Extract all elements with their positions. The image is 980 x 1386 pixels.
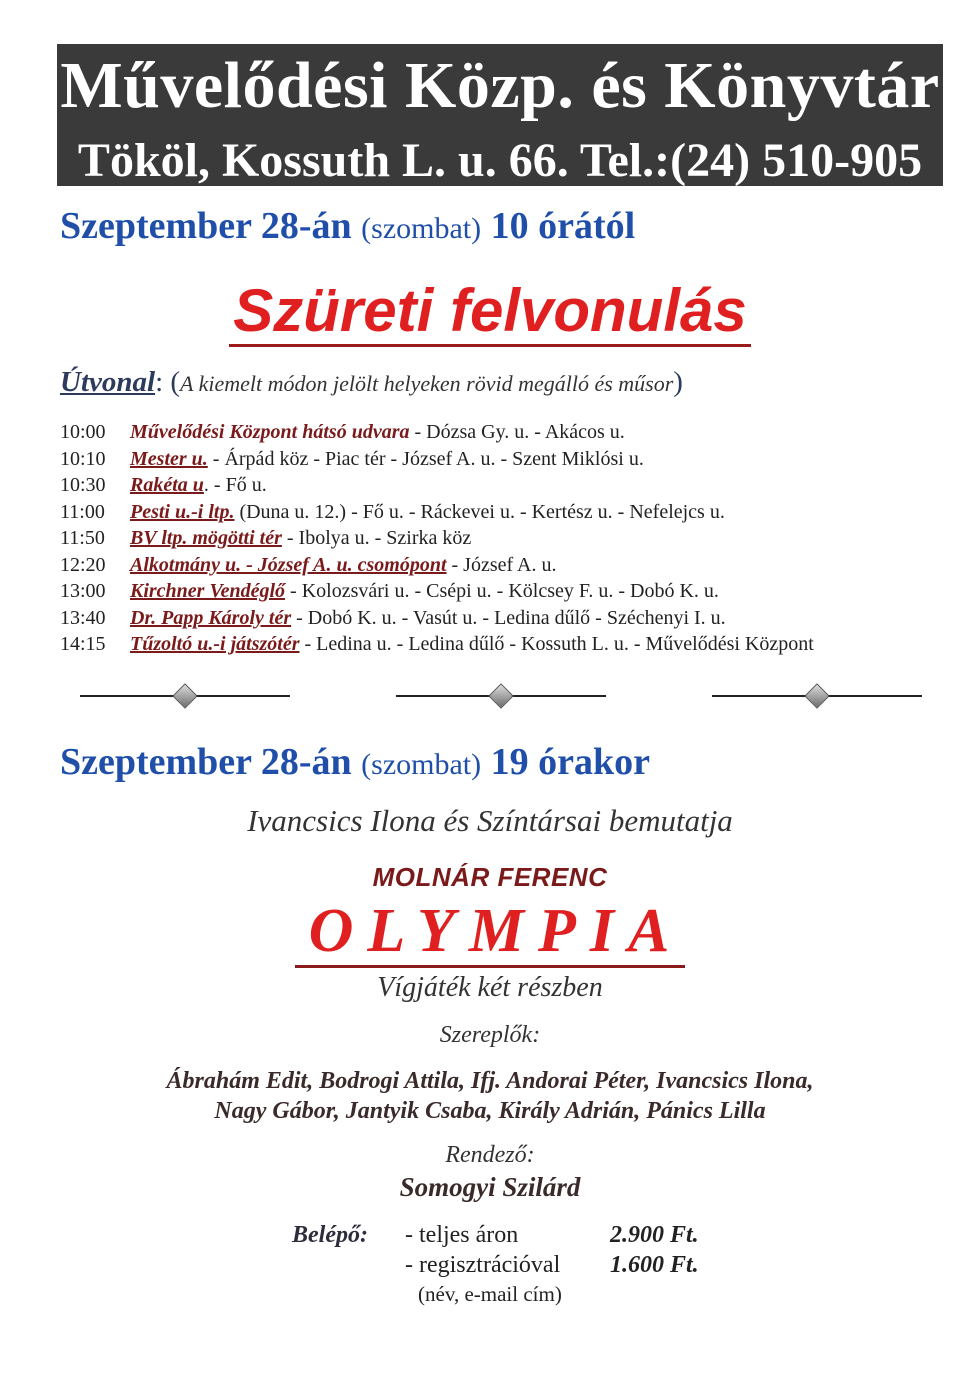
price-label: - teljes áron: [405, 1222, 519, 1248]
schedule-time: 14:15: [60, 633, 106, 655]
schedule-stop: Mester u.: [130, 447, 208, 470]
director-name: Somogyi Szilárd: [399, 1172, 581, 1202]
schedule-stop: Dr. Papp Károly tér: [130, 606, 292, 629]
schedule-row: [60, 578, 960, 605]
ornament-divider: [80, 684, 290, 708]
schedule-route: - Kolozsvári u. - Csépi u. - Kölcsey F. u. - Dobó K. u.: [285, 580, 719, 602]
route-colon: :: [155, 366, 164, 398]
event2-date-text: Szeptember 28-án: [60, 741, 352, 783]
header-banner: [57, 44, 943, 186]
schedule-row: [60, 525, 960, 552]
diamond-icon: [804, 683, 829, 708]
price-row: [405, 1222, 699, 1249]
play-title: [0, 896, 980, 967]
schedule-time: 11:00: [60, 500, 105, 523]
schedule-route: - Ledina u. - Ledina dűlő - Kossuth L. u. - Művelődési Központ: [299, 633, 814, 655]
schedule-stop: Alkotmány u. - József A. u. csomópont: [130, 553, 447, 576]
price-note: (név, e-mail cím): [418, 1282, 562, 1306]
presenter-line: Ivancsics Ilona és Színtársai bemutatja: [247, 803, 733, 838]
event1-date: [60, 204, 635, 248]
event1-title-text: Szüreti felvonulás: [229, 277, 750, 347]
event1-title: [0, 276, 980, 345]
schedule-row: [60, 499, 960, 526]
route-label: Útvonal: [60, 366, 156, 398]
play-subtitle: Vígjáték két részben: [377, 972, 603, 1003]
price-value: 2.900 Ft.: [610, 1222, 699, 1248]
cast-line: Ábrahám Edit, Bodrogi Attila, Ifj. Andorai Péter, Ivancsics Ilona,: [166, 1068, 814, 1094]
schedule-route: - Dobó K. u. - Vasút u. - Ledina dűlő - Széchenyi I. u.: [291, 606, 726, 629]
schedule-stop: Rakéta u: [130, 474, 204, 496]
schedule-time: 10:10: [60, 447, 106, 470]
price-row: [405, 1252, 699, 1279]
ornament-divider: [396, 684, 606, 708]
schedule-stop: Kirchner Vendéglő: [130, 580, 286, 602]
schedule-row: [60, 631, 960, 658]
schedule-time: 10:00: [60, 421, 106, 443]
entry-label: Belépő:: [292, 1222, 368, 1248]
diamond-icon: [172, 683, 197, 708]
schedule-stop: Pesti u.-i ltp.: [130, 500, 235, 523]
event2-day: (szombat): [361, 748, 482, 781]
route-schedule: [60, 419, 960, 658]
schedule-route: - Dózsa Gy. u. - Akácos u.: [409, 421, 625, 443]
route-heading: [60, 366, 683, 399]
price-label: - regisztrációval: [405, 1252, 561, 1278]
cast-line: Nagy Gábor, Jantyik Csaba, Király Adrián, Pánics Lilla: [214, 1098, 766, 1124]
schedule-row: [60, 605, 960, 632]
cast-list: [0, 1066, 980, 1126]
event1-day: (szombat): [361, 212, 482, 245]
schedule-stop: Művelődési Központ hátsó udvara: [130, 421, 410, 443]
schedule-stop: Tűzoltó u.-i játszótér: [130, 633, 300, 655]
schedule-row: [60, 446, 960, 473]
route-note-open: (: [170, 366, 181, 398]
schedule-time: 12:20: [60, 553, 106, 576]
schedule-time: 10:30: [60, 474, 106, 496]
price-value: 1.600 Ft.: [610, 1252, 699, 1278]
venue-name: Művelődési Közp. és Könyvtár: [60, 49, 940, 122]
schedule-route: - József A. u.: [446, 553, 557, 576]
schedule-route: - Árpád köz - Piac tér - József A. u. - Szent Miklósi u.: [207, 447, 644, 470]
schedule-row: [60, 552, 960, 579]
route-note-close: ): [673, 366, 683, 398]
director-label: Rendező:: [445, 1142, 535, 1168]
cast-label: Szereplők:: [439, 1022, 541, 1048]
play-author: MOLNÁR FERENC: [372, 862, 608, 892]
diamond-icon: [488, 683, 513, 708]
venue-address: Tököl, Kossuth L. u. 66. Tel.:(24) 510-905: [77, 134, 923, 187]
ornament-divider: [712, 684, 922, 708]
schedule-time: 13:40: [60, 606, 106, 629]
event2-date: [60, 740, 650, 784]
schedule-route: . - Fő u.: [203, 474, 267, 496]
event1-time: 10 órától: [490, 205, 636, 247]
schedule-row: [60, 419, 960, 446]
route-note: A kiemelt módon jelölt helyeken rövid megálló és műsor: [180, 371, 674, 396]
event1-date-text: Szeptember 28-án: [60, 205, 352, 247]
schedule-route: - Ibolya u. - Szirka köz: [281, 527, 472, 549]
schedule-route: (Duna u. 12.) - Fő u. - Ráckevei u. - Kertész u. - Nefelejcs u.: [234, 500, 725, 523]
schedule-stop: BV ltp. mögötti tér: [130, 527, 282, 549]
schedule-row: [60, 472, 960, 499]
schedule-time: 13:00: [60, 580, 106, 602]
event2-time: 19 órakor: [490, 741, 650, 783]
schedule-time: 11:50: [60, 527, 105, 549]
play-title-text: OLYMPIA: [295, 897, 686, 968]
